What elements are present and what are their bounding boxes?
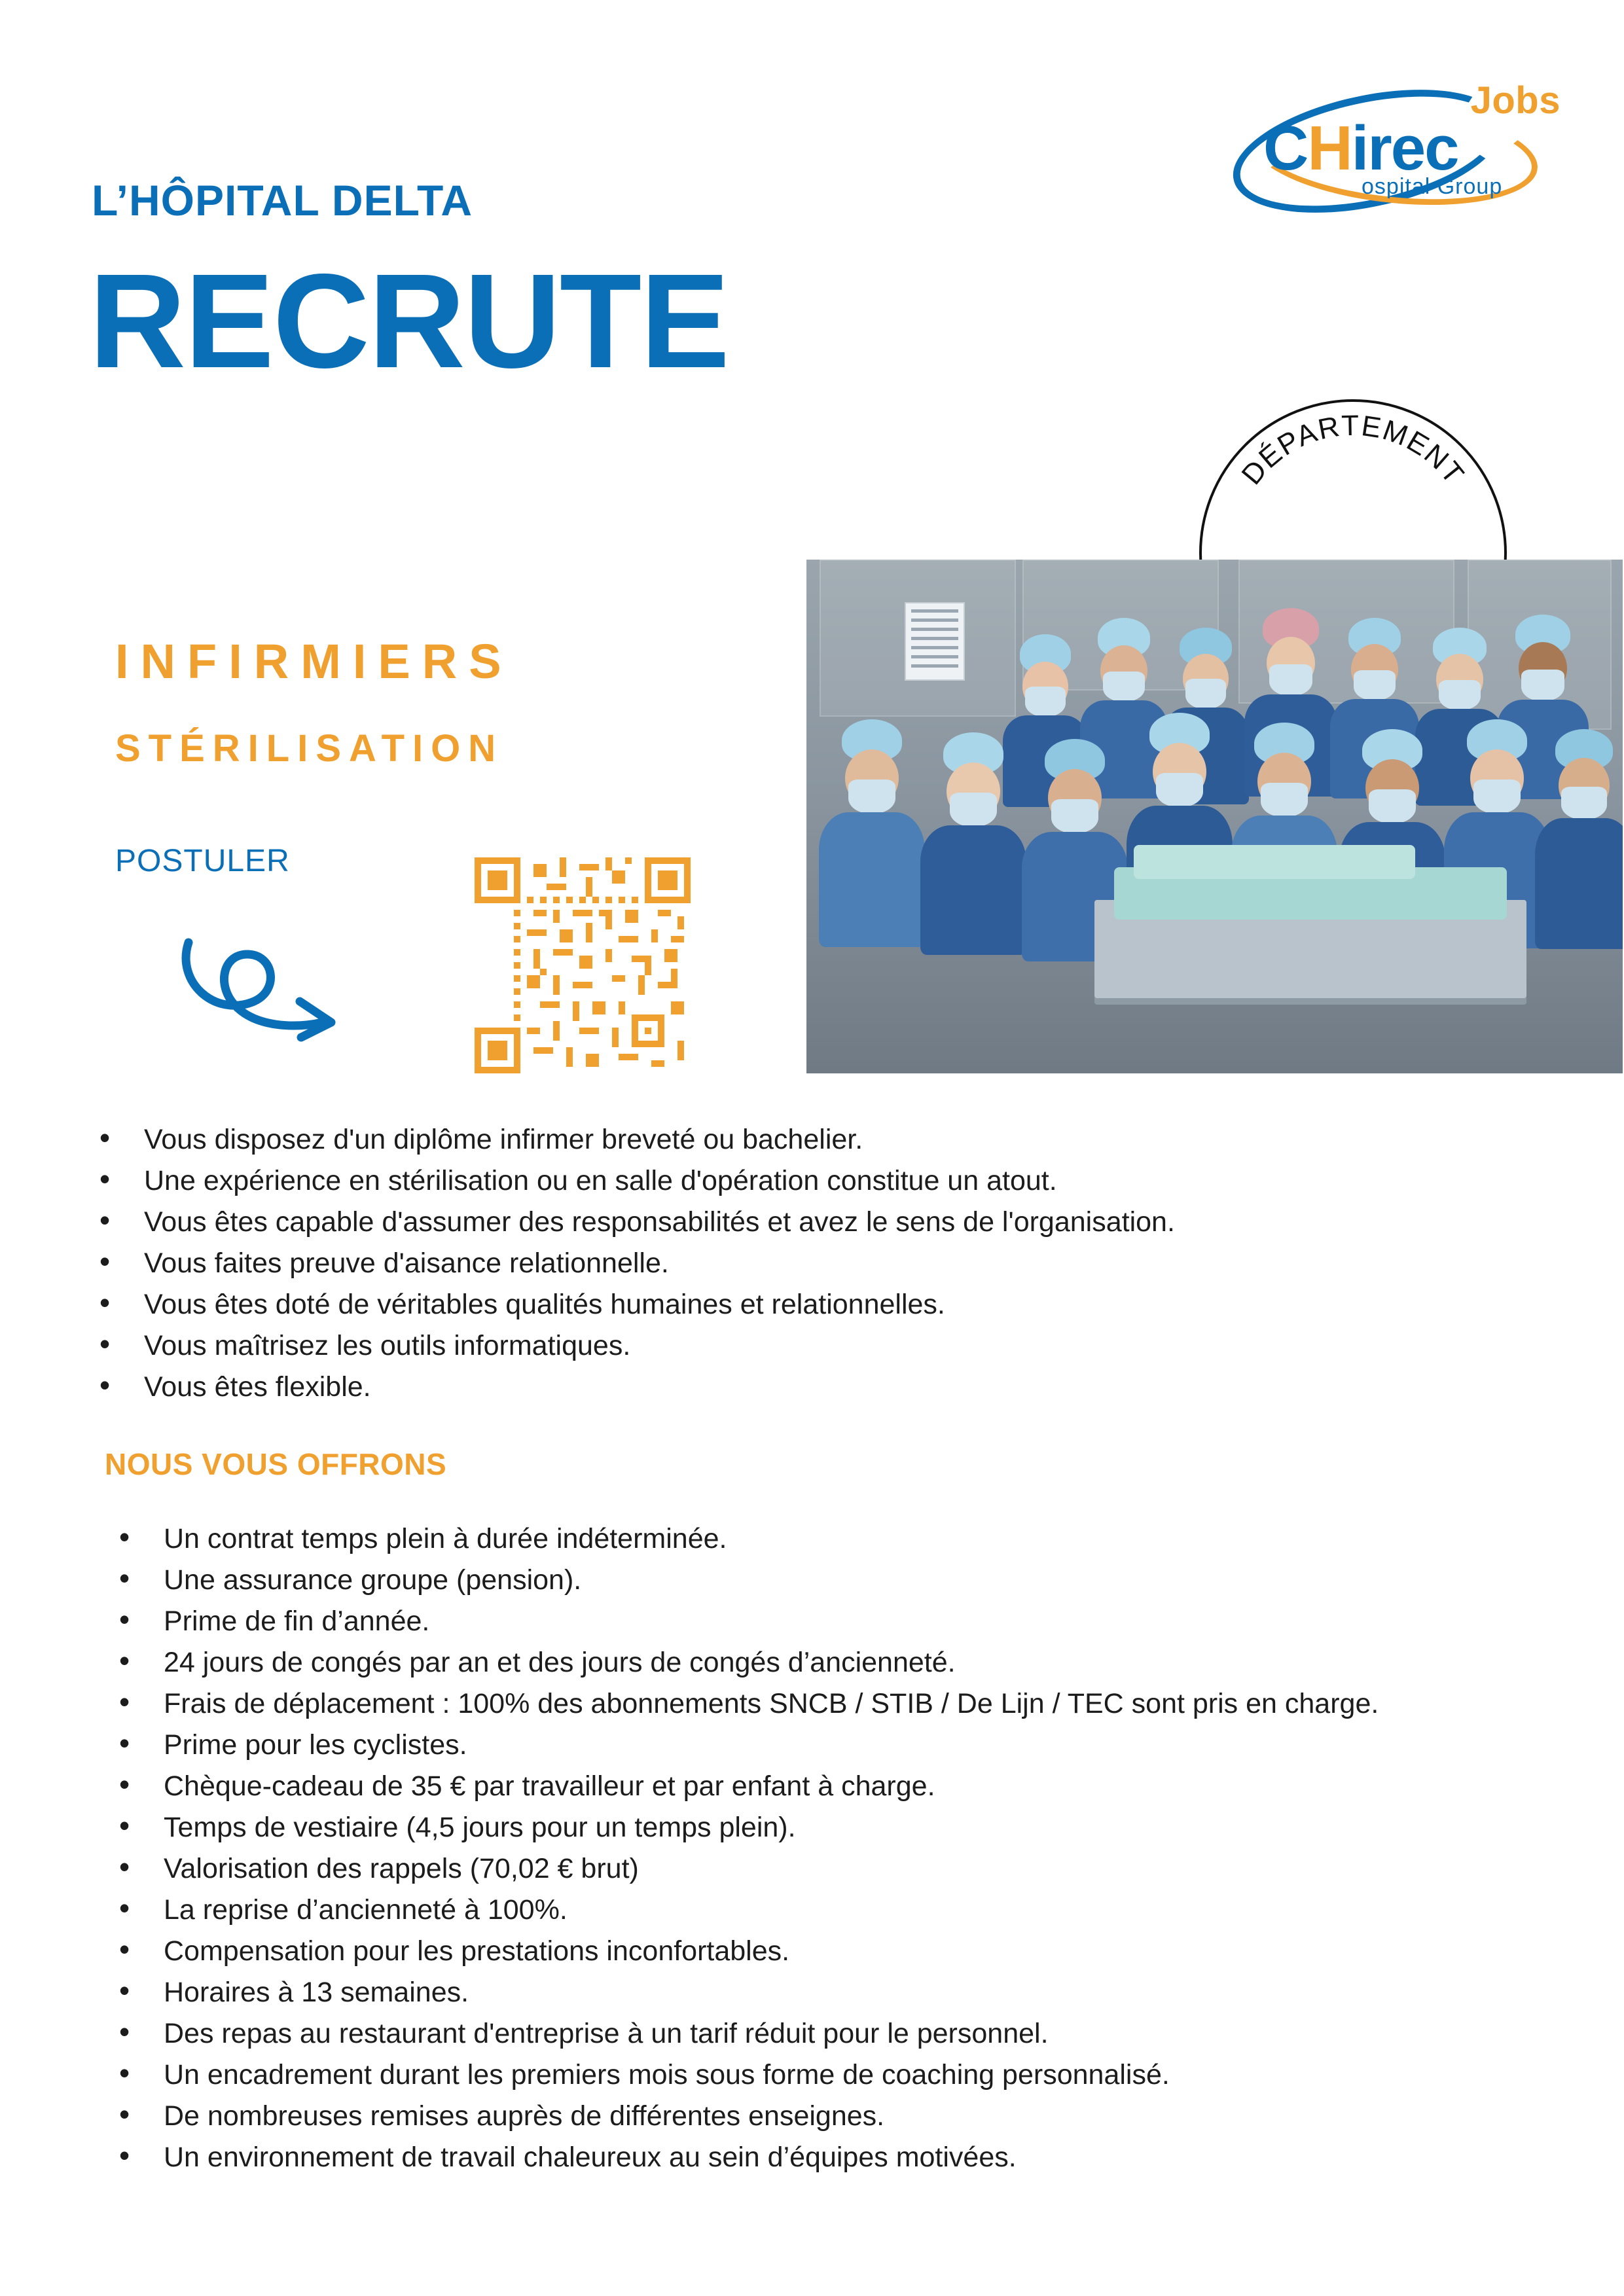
list-item: • Un encadrement durant les premiers mois sous forme de coaching personnalisé. [105, 2054, 1571, 2096]
list-item: • Vous maîtrisez les outils informatiques. [85, 1325, 1551, 1367]
list-item: • De nombreuses remises auprès de différentes enseignes. [105, 2096, 1571, 2137]
list-item: • Horaires à 13 semaines. [105, 1972, 1571, 2013]
photo-person [1536, 733, 1623, 949]
logo-letters-rest: irec [1351, 113, 1458, 183]
list-item: • Valorisation des rappels (70,02 € brut) [105, 1848, 1571, 1890]
list-item: • Frais de déplacement : 100% des abonnements SNCB / STIB / De Lijn / TEC sont pris en charge. [105, 1683, 1571, 1725]
offers-list [105, 1518, 1571, 2178]
offers-heading: NOUS VOUS OFFRONS [105, 1447, 447, 1481]
list-item: • Vous êtes capable d'assumer des responsabilités et avez le sens de l'organisation. [85, 1202, 1551, 1243]
list-item: • Une assurance groupe (pension). [105, 1560, 1571, 1601]
list-item: • Vous faites preuve d'aisance relationnelle. [85, 1243, 1551, 1284]
list-item: • La reprise d’ancienneté à 100%. [105, 1890, 1571, 1931]
list-item: • Chèque-cadeau de 35 € par travailleur et par enfant à charge. [105, 1766, 1571, 1807]
chirec-logo [1224, 65, 1571, 216]
hospital-name: L’HÔPITAL DELTA [92, 176, 473, 224]
job-title: INFIRMIERS [115, 634, 513, 689]
requirements-section [85, 1119, 1551, 1408]
qr-code[interactable] [465, 857, 700, 1073]
job-subtitle: STÉRILISATION [115, 727, 504, 770]
list-item: • Vous disposez d'un diplôme infirmer breveté ou bachelier. [85, 1119, 1551, 1160]
photo-sterile-tray [1134, 845, 1415, 879]
list-item: • Temps de vestiaire (4,5 jours pour un temps plein). [105, 1807, 1571, 1848]
logo-letter-h: H [1307, 113, 1352, 183]
list-item: • 24 jours de congés par an et des jours de congés d’ancienneté. [105, 1642, 1571, 1683]
list-item: • Prime pour les cyclistes. [105, 1725, 1571, 1766]
list-item: • Un environnement de travail chaleureux au sein d’équipes motivées. [105, 2137, 1571, 2178]
logo-letter-c: C [1263, 113, 1308, 183]
photo-person [921, 736, 1026, 952]
curved-arrow-icon [175, 903, 359, 1054]
photo-wall-sign [905, 602, 965, 681]
list-item: • Une expérience en stérilisation ou en salle d'opération constitue un atout. [85, 1160, 1551, 1202]
list-item: • Prime de fin d’année. [105, 1601, 1571, 1642]
apply-label: POSTULER [115, 844, 290, 878]
list-item: • Un contrat temps plein à durée indéterminée. [105, 1518, 1571, 1560]
requirements-list [85, 1119, 1551, 1408]
list-item: • Vous êtes doté de véritables qualités humaines et relationnelles. [85, 1284, 1551, 1325]
photo-person [820, 723, 924, 946]
list-item: • Compensation pour les prestations inconfortables. [105, 1931, 1571, 1972]
list-item: • Vous êtes flexible. [85, 1367, 1551, 1408]
team-photo [806, 560, 1623, 1073]
logo-jobs-label: Jobs [1470, 79, 1561, 122]
offers-section [105, 1518, 1571, 2178]
logo-subtitle: ospital Group [1362, 174, 1503, 199]
stamp-top-text: DÉPARTEMENT [1235, 409, 1471, 491]
list-item: • Des repas au restaurant d'entreprise à un tarif réduit pour le personnel. [105, 2013, 1571, 2054]
page-title: RECRUTE [89, 246, 729, 396]
